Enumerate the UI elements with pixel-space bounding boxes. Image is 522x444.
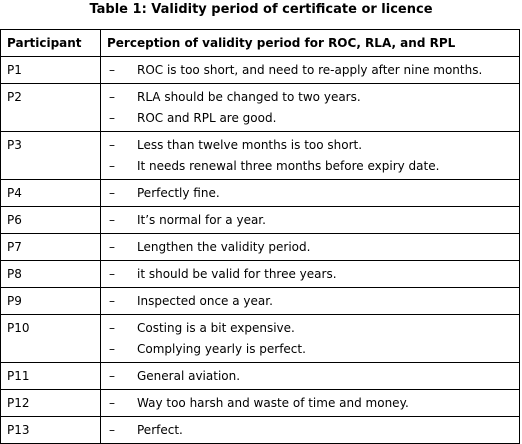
perception-item <box>109 239 519 260</box>
participant-id: P12 <box>7 396 30 410</box>
perception-item <box>109 395 519 416</box>
perception-item <box>109 266 519 287</box>
perception-cell <box>101 390 520 417</box>
participant-cell <box>1 84 101 132</box>
perception-cell <box>101 288 520 315</box>
table-row <box>1 288 520 315</box>
header-participant: Participant <box>1 30 101 57</box>
perception-text: Inspected once a year. <box>137 294 273 308</box>
perception-text: It needs renewal three months before expiry date. <box>137 159 440 173</box>
header-perception: Perception of validity period for ROC, RLA, and RPL <box>101 30 520 57</box>
participant-id: P4 <box>7 186 22 200</box>
table-row <box>1 390 520 417</box>
perception-text: Perfectly fine. <box>137 186 220 200</box>
participant-id: P11 <box>7 369 30 383</box>
dash-bullet: – <box>109 240 115 254</box>
participant-cell <box>1 57 101 84</box>
participant-id: P10 <box>7 321 30 335</box>
participant-id: P3 <box>7 138 22 152</box>
perception-item <box>109 158 519 179</box>
table-row <box>1 234 520 261</box>
perception-item <box>109 185 519 206</box>
perception-item <box>109 137 519 158</box>
dash-bullet: – <box>109 267 115 281</box>
perception-cell <box>101 261 520 288</box>
table-row <box>1 180 520 207</box>
perception-text: it should be valid for three years. <box>137 267 337 281</box>
participant-id: P13 <box>7 423 30 437</box>
perception-text: Less than twelve months is too short. <box>137 138 363 152</box>
table-header-row <box>1 30 520 57</box>
perception-cell <box>101 417 520 444</box>
dash-bullet: – <box>109 396 115 410</box>
participant-id: P1 <box>7 63 22 77</box>
table-row <box>1 261 520 288</box>
dash-bullet: – <box>109 111 115 125</box>
participant-id: P7 <box>7 240 22 254</box>
participant-id: P9 <box>7 294 22 308</box>
participant-cell <box>1 234 101 261</box>
participant-cell <box>1 417 101 444</box>
validity-table <box>0 29 520 444</box>
perception-text: Lengthen the validity period. <box>137 240 311 254</box>
participant-cell <box>1 390 101 417</box>
perception-text: Costing is a bit expensive. <box>137 321 295 335</box>
perception-item <box>109 293 519 314</box>
participant-cell <box>1 288 101 315</box>
dash-bullet: – <box>109 63 115 77</box>
perception-cell <box>101 234 520 261</box>
perception-text: Complying yearly is perfect. <box>137 342 306 356</box>
perception-item <box>109 212 519 233</box>
perception-cell <box>101 315 520 363</box>
perception-text: Way too harsh and waste of time and money. <box>137 396 409 410</box>
perception-cell <box>101 363 520 390</box>
perception-item <box>109 341 519 362</box>
table-row <box>1 57 520 84</box>
participant-id: P2 <box>7 90 22 104</box>
table-row <box>1 132 520 180</box>
participant-cell <box>1 180 101 207</box>
perception-text: RLA should be changed to two years. <box>137 90 361 104</box>
table-row <box>1 417 520 444</box>
dash-bullet: – <box>109 342 115 356</box>
perception-item <box>109 320 519 341</box>
perception-text: ROC and RPL are good. <box>137 111 277 125</box>
participant-cell <box>1 315 101 363</box>
dash-bullet: – <box>109 213 115 227</box>
perception-cell <box>101 132 520 180</box>
perception-item <box>109 89 519 110</box>
participant-cell <box>1 261 101 288</box>
dash-bullet: – <box>109 423 115 437</box>
participant-cell <box>1 363 101 390</box>
participant-cell <box>1 132 101 180</box>
perception-text: ROC is too short, and need to re-apply after nine months. <box>137 63 483 77</box>
participant-id: P8 <box>7 267 22 281</box>
perception-cell <box>101 180 520 207</box>
participant-id: P6 <box>7 213 22 227</box>
perception-cell <box>101 207 520 234</box>
dash-bullet: – <box>109 321 115 335</box>
participant-cell <box>1 207 101 234</box>
perception-item <box>109 110 519 131</box>
dash-bullet: – <box>109 159 115 173</box>
perception-cell <box>101 84 520 132</box>
perception-text: It’s normal for a year. <box>137 213 266 227</box>
table-row <box>1 363 520 390</box>
perception-text: Perfect. <box>137 423 183 437</box>
dash-bullet: – <box>109 90 115 104</box>
perception-item <box>109 62 519 83</box>
table-row <box>1 84 520 132</box>
perception-cell <box>101 57 520 84</box>
table-row <box>1 207 520 234</box>
perception-item <box>109 368 519 389</box>
dash-bullet: – <box>109 138 115 152</box>
dash-bullet: – <box>109 186 115 200</box>
dash-bullet: – <box>109 369 115 383</box>
perception-text: General aviation. <box>137 369 241 383</box>
table-caption: Table 1: Validity period of certificate or licence <box>89 2 433 17</box>
dash-bullet: – <box>109 294 115 308</box>
table-row <box>1 315 520 363</box>
